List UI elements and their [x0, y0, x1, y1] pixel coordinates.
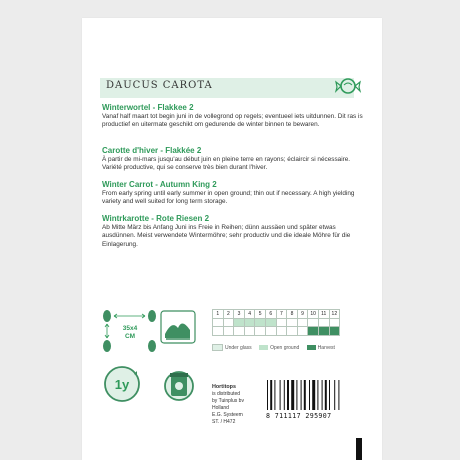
legend-harvest: Harvest — [317, 344, 335, 351]
calendar-legend — [212, 344, 341, 351]
barcode — [265, 380, 361, 412]
barcode-number: 8 711117 295907 — [266, 412, 332, 420]
latin-name: DAUCUS CAROTA — [106, 80, 213, 91]
month-6: 6 — [265, 310, 276, 319]
vegetable-icon — [160, 310, 196, 344]
month-5: 5 — [255, 310, 266, 319]
month-12: 12 — [329, 310, 340, 319]
section-german — [102, 214, 367, 249]
brand-line: Holland — [212, 405, 229, 411]
month-10: 10 — [308, 310, 319, 319]
month-3: 3 — [234, 310, 245, 319]
lifecycle-label: 1y — [114, 377, 130, 392]
packet-tab-marker — [356, 438, 362, 460]
section-body: Ab Mitte März bis Anfang Juni ins Freie in Reihen; dünn aussäen und später etwas ausdünnen. Meist verwendete Wintermöhre; sehr productiv und die ideale Möhre für die Einlagerung. — [102, 224, 351, 248]
section-dutch — [102, 103, 367, 130]
sowing-calendar — [212, 309, 340, 336]
section-title: Wintrkarotte - Rote Riesen 2 — [102, 214, 210, 223]
legend-open-ground: Open ground — [270, 344, 300, 351]
legend-under-glass: Under glass — [225, 344, 252, 351]
spacing-unit: CM — [124, 333, 136, 340]
month-11: 11 — [318, 310, 329, 319]
section-title: Winterwortel - Flakkee 2 — [102, 103, 194, 112]
brand-name: Hortitops — [212, 384, 236, 390]
brand-line: E.G. Systeem — [212, 412, 243, 418]
distributor-info — [212, 384, 244, 426]
month-2: 2 — [223, 310, 234, 319]
harvest-row — [213, 327, 340, 336]
month-8: 8 — [287, 310, 298, 319]
brand-line: is distributed — [212, 391, 241, 397]
section-title: Carotte d'hiver - Flakkée 2 — [102, 146, 202, 155]
lifecycle-icon — [102, 364, 142, 404]
month-9: 9 — [297, 310, 308, 319]
section-title: Winter Carrot - Autumn King 2 — [102, 180, 217, 189]
spacing-icon — [100, 310, 160, 352]
open-ground-row — [213, 318, 340, 327]
candy-logo-icon — [334, 72, 362, 100]
brand-line: ST. / H472 — [212, 419, 236, 425]
spacing-value: 35x4 — [122, 325, 138, 332]
month-7: 7 — [276, 310, 287, 319]
brand-line: by Tuinplus bv — [212, 398, 244, 404]
section-french — [102, 146, 367, 173]
month-4: 4 — [244, 310, 255, 319]
section-body: Vanaf half maart tot begin juni in de vollegrond op regels; eventueel iets uitdunnen. Dit ras is productief en uitermate geschikt om gedurende de winter binnen te bewaren. — [102, 113, 363, 129]
section-body: From early spring until early summer in open ground; thin out if necessary. A high yielding variety and well suited for long term storage. — [102, 190, 355, 206]
section-body: À partir de mi-mars jusqu'au début juin en pleine terre en rayons; éclaircir si nécessaire. Variété productive, qui se conserve très bien durant l'hiver. — [102, 156, 351, 172]
month-1: 1 — [213, 310, 224, 319]
storage-jar-icon — [162, 364, 196, 404]
section-english — [102, 180, 367, 207]
seed-packet-back — [82, 18, 382, 460]
